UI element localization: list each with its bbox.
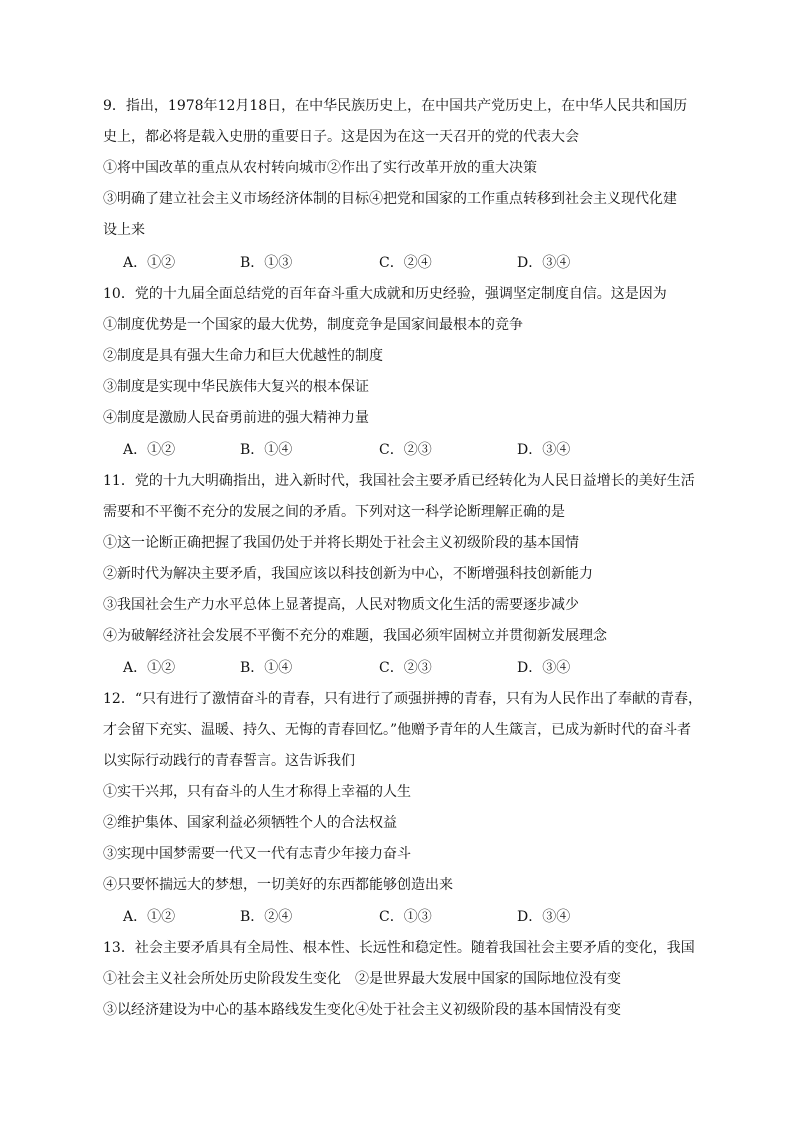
option-a[interactable]: A．①② xyxy=(123,660,176,676)
option-b[interactable]: B．②④ xyxy=(240,909,293,925)
question-9-statement-line: ③明确了建立社会主义市场经济体制的目标④把党和国家的工作重点转移到社会主义现代化建 xyxy=(103,191,677,207)
question-11-statement-3: ③我国社会生产力水平总体上显著提高，人民对物质文化生活的需要逐步减少 xyxy=(103,597,579,613)
question-11-statement-2: ②新时代为解决主要矛盾，我国应该以科技创新为中心，不断增强科技创新能力 xyxy=(103,566,593,582)
option-b[interactable]: B．①③ xyxy=(240,255,293,271)
question-12-statement-1: ①实干兴邦，只有奋斗的人生才称得上幸福的人生 xyxy=(103,784,411,800)
question-11-stem-line-2: 需要和不平衡不充分的发展之间的矛盾。下列对这一科学论断理解正确的是 xyxy=(103,504,565,520)
question-10-stem: 10．党的十九届全面总结党的百年奋斗重大成就和历史经验，强调坚定制度自信。这是因为 xyxy=(103,286,667,302)
option-c[interactable]: C．②④ xyxy=(379,255,432,271)
question-9-statement-line: ①将中国改革的重点从农村转向城市②作出了实行改革开放的重大决策 xyxy=(103,160,537,176)
option-d[interactable]: D．③④ xyxy=(517,255,571,271)
question-10-statement-4: ④制度是激励人民奋勇前进的强大精神力量 xyxy=(103,410,369,426)
option-a[interactable]: A．①② xyxy=(123,255,176,271)
question-10-statement-1: ①制度优势是一个国家的最大优势，制度竞争是国家间最根本的竞争 xyxy=(103,317,523,333)
question-12-stem-line-1: 12．“只有进行了激情奋斗的青春，只有进行了顽强拼搏的青春，只有为人民作出了奉献的青春， xyxy=(103,691,702,707)
option-b[interactable]: B．①④ xyxy=(240,442,293,458)
question-9-options xyxy=(123,253,683,273)
question-9-line-2: 史上，都必将是载入史册的重要日子。这是因为在这一天召开的党的代表大会 xyxy=(103,129,579,145)
question-12-stem-line-3: 以实际行动践行的青春誓言。这告诉我们 xyxy=(103,753,355,769)
option-d[interactable]: D．③④ xyxy=(517,442,571,458)
question-12-options xyxy=(123,907,683,927)
question-12-stem-line-2: 才会留下充实、温暖、持久、无悔的青春回忆。”他赠予青年的人生箴言，已成为新时代的奋斗者 xyxy=(103,722,692,738)
question-13-stem: 13．社会主要矛盾具有全局性、根本性、长远性和稳定性。随着我国社会主要矛盾的变化，我国 xyxy=(103,940,695,956)
question-13-statements-3-4: ③以经济建设为中心的基本路线发生变化④处于社会主义初级阶段的基本国情没有变 xyxy=(103,1002,621,1018)
option-a[interactable]: A．①② xyxy=(123,909,176,925)
option-a[interactable]: A．①② xyxy=(123,442,176,458)
question-13-statements-1-2: ①社会主义社会所处历史阶段发生变化 ②是世界最大发展中国家的国际地位没有变 xyxy=(103,971,621,987)
question-11-options xyxy=(123,658,683,678)
question-12-statement-2: ②维护集体、国家利益必须牺牲个人的合法权益 xyxy=(103,815,397,831)
option-c[interactable]: C．②③ xyxy=(379,660,432,676)
option-d[interactable]: D．③④ xyxy=(517,660,571,676)
question-9-statement-line: 设上来 xyxy=(103,222,145,238)
question-10-options xyxy=(123,440,683,460)
option-c[interactable]: C．②③ xyxy=(379,442,432,458)
question-10-statement-2: ②制度是具有强大生命力和巨大优越性的制度 xyxy=(103,348,383,364)
question-11-stem-line-1: 11．党的十九大明确指出，进入新时代，我国社会主要矛盾已经转化为人民日益增长的美好生活 xyxy=(103,473,695,489)
option-c[interactable]: C．①③ xyxy=(379,909,432,925)
question-12-statement-4: ④只要怀揣远大的梦想，一切美好的东西都能够创造出来 xyxy=(103,877,453,893)
question-12-statement-3: ③实现中国梦需要一代又一代有志青少年接力奋斗 xyxy=(103,846,411,862)
option-d[interactable]: D．③④ xyxy=(517,909,571,925)
option-b[interactable]: B．①④ xyxy=(240,660,293,676)
question-11-statement-1: ①这一论断正确把握了我国仍处于并将长期处于社会主义初级阶段的基本国情 xyxy=(103,535,579,551)
question-9-line-1: 9．指出，1978年12月18日，在中华民族历史上，在中国共产党历史上，在中华人民共和国历 xyxy=(103,98,688,114)
question-11-statement-4: ④为破解经济社会发展不平衡不充分的难题，我国必须牢固树立并贯彻新发展理念 xyxy=(103,628,607,644)
question-10-statement-3: ③制度是实现中华民族伟大复兴的根本保证 xyxy=(103,379,369,395)
